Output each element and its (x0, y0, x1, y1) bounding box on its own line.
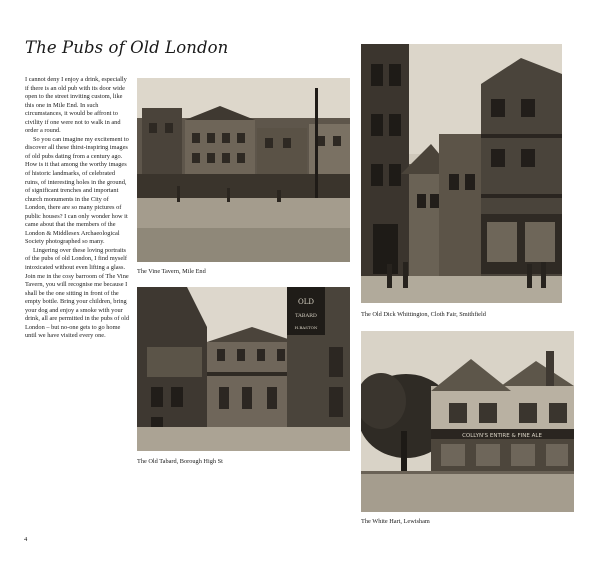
caption-old-tabard: The Old Tabard, Borough High St (137, 458, 223, 465)
tabard-sign-text: TABARD (295, 313, 317, 319)
photo-vine-tavern (137, 78, 350, 262)
white-hart-image (361, 331, 574, 512)
photo-white-hart (361, 331, 574, 512)
old-dick-whittington-image (361, 44, 562, 303)
page-number: 4 (24, 536, 28, 543)
tabard-sign-text: OLD (298, 298, 314, 306)
old-tabard-image (137, 287, 350, 451)
caption-old-dick-whittington: The Old Dick Whittington, Cloth Fair, Smithfield (361, 311, 486, 318)
article-paragraph: I cannot deny I enjoy a drink, especially if there is an old pub with its door wide open to the street inviting custom, like this one in Mile End. In such circumstances, it would be affront to civility if one were not to walk in and order a round. (25, 76, 127, 135)
article-paragraph: Lingering over these loving portraits of the pubs of old London, I find myself intoxicated without even lifting a glass. Join me in the cosy barroom of The Vine Tavern, you will recognise me because I shall be the one sitting in front of the empty bottle. Bring your children, bring your dog and enjoy a smoke with your drink, all are permitted in the pubs of old London – but no-one gets to go home until we have visited every one. (25, 246, 130, 340)
vine-tavern-image (137, 78, 350, 262)
article-paragraph: So you can imagine my excitement to discover all these thirst-inspiring images of old pubs dating from a century ago. How is it that among the worthy images of historic landmarks, of celebrated ruins, of interesting holes in the ground, of significant trenches and important church monuments in the City of London, there are so many pictures of public houses? I can only wonder how it came about that the members of the London & Middlesex Archaeological Society photographed so many. (25, 135, 129, 246)
photo-old-dick-whittington (361, 44, 562, 303)
photo-old-tabard (137, 287, 350, 451)
caption-vine-tavern: The Vine Tavern, Mile End (137, 268, 206, 275)
white-hart-fascia-text: COLLYN'S ENTIRE & FINE ALE (462, 433, 542, 439)
article-body (25, 76, 130, 341)
page-title: The Pubs of Old London (25, 38, 229, 57)
tabard-sign-text: H.BASTON (294, 325, 318, 330)
caption-white-hart: The White Hart, Lewisham (361, 518, 430, 525)
